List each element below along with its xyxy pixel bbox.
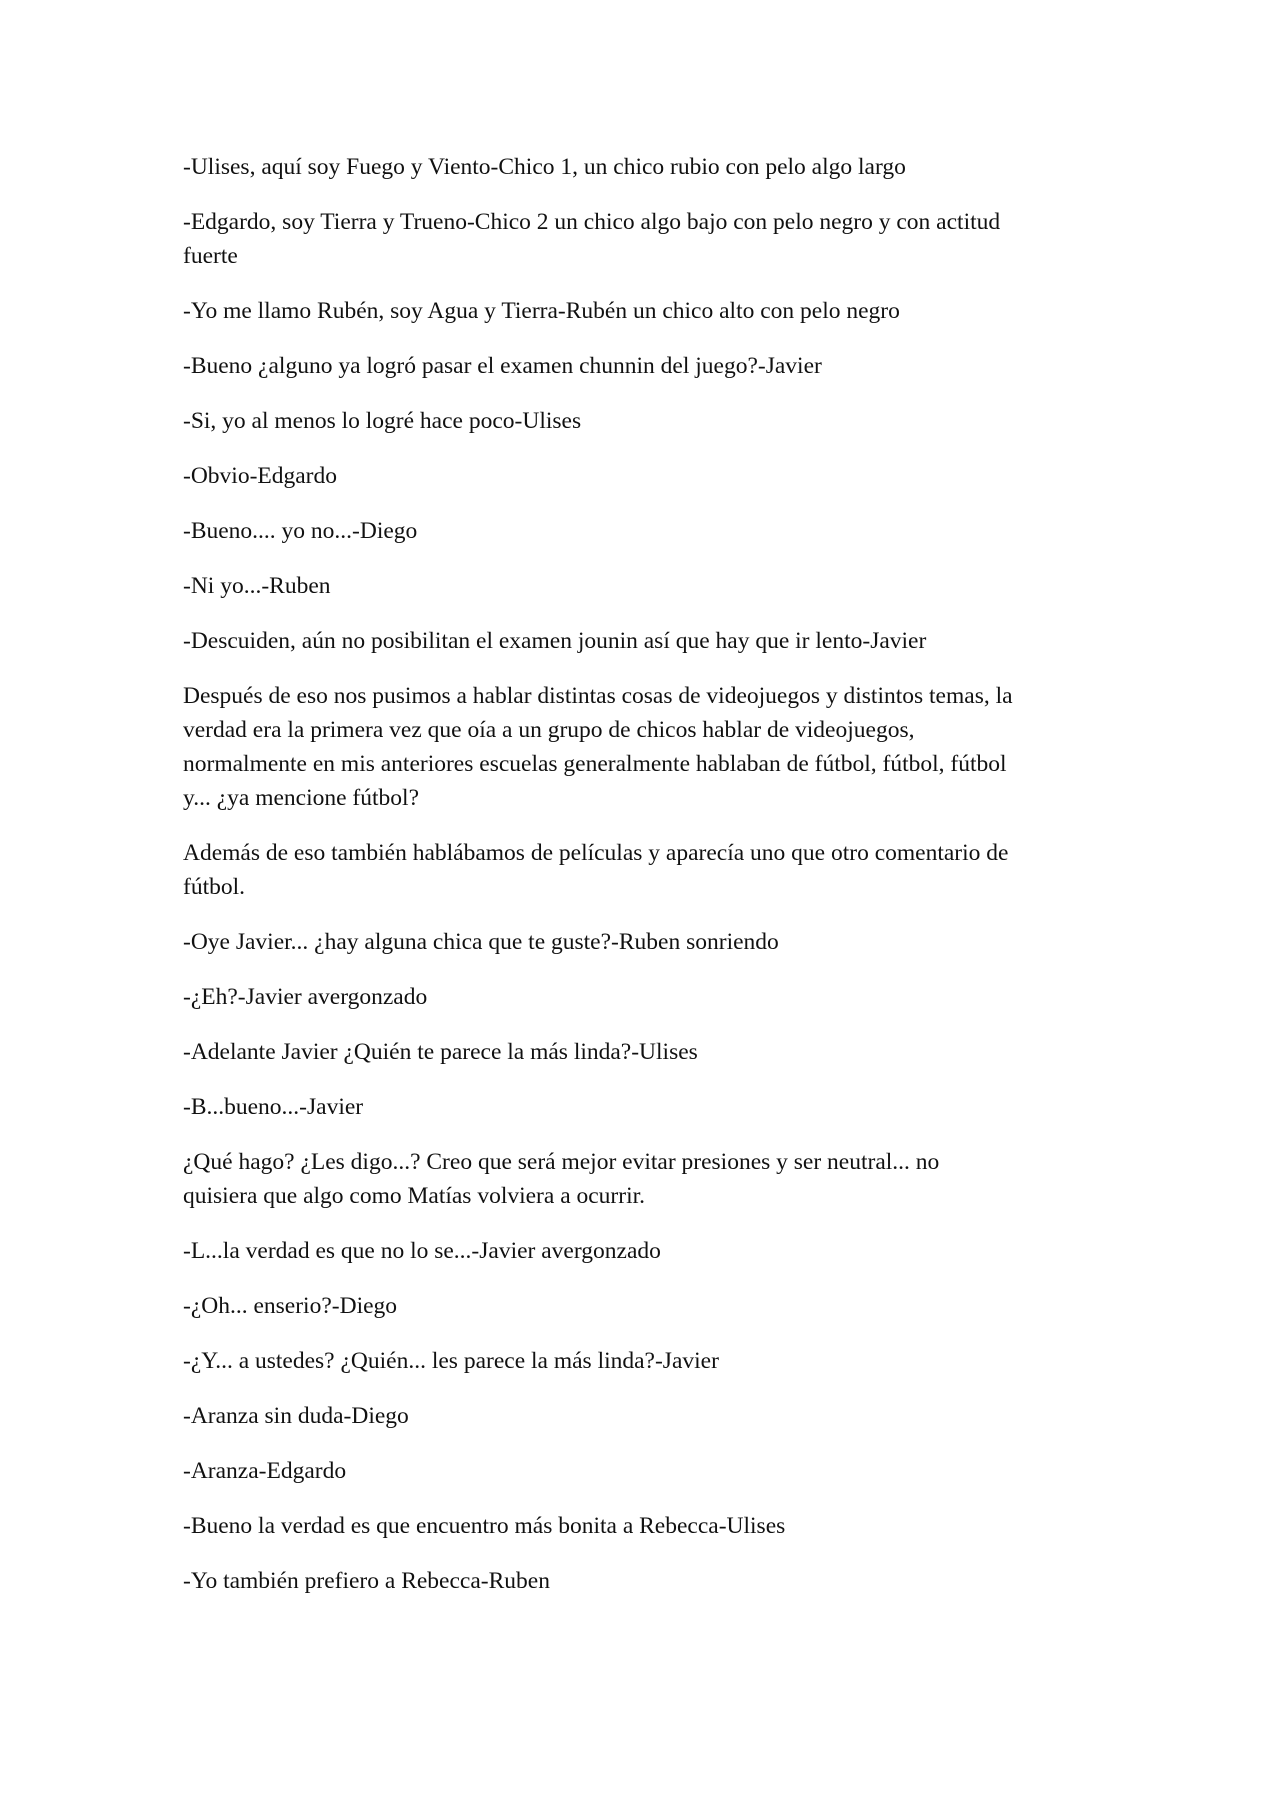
text-line: -Oye Javier... ¿hay alguna chica que te guste?-Ruben sonriendo (183, 929, 779, 955)
paragraph (183, 1289, 1103, 1323)
paragraph (183, 205, 1103, 273)
paragraph (183, 1234, 1103, 1268)
text-line: -Ni yo...-Ruben (183, 573, 331, 599)
document-page (183, 150, 1103, 1619)
text-line: -¿Oh... enserio?-Diego (183, 1293, 398, 1319)
text-line: -Adelante Javier ¿Quién te parece la más linda?-Ulises (183, 1039, 698, 1065)
text-line: -B...bueno...-Javier (183, 1094, 364, 1120)
paragraph (183, 1145, 1103, 1213)
text-line: -¿Eh?-Javier avergonzado (183, 984, 428, 1010)
text-line: -Edgardo, soy Tierra y Trueno-Chico 2 un chico algo bajo con pelo negro y con actitud (183, 209, 1001, 235)
paragraph (183, 1344, 1103, 1378)
text-line: Después de eso nos pusimos a hablar distintas cosas de videojuegos y distintos temas, la (183, 683, 1013, 709)
paragraph (183, 514, 1103, 548)
text-line: -Yo también prefiero a Rebecca-Ruben (183, 1568, 550, 1594)
paragraph (183, 1035, 1103, 1069)
text-line: -Aranza sin duda-Diego (183, 1403, 409, 1429)
paragraph (183, 1090, 1103, 1124)
text-line: -Aranza-Edgardo (183, 1458, 347, 1484)
text-line: ¿Qué hago? ¿Les digo...? Creo que será mejor evitar presiones y ser neutral... no (183, 1149, 940, 1175)
paragraph (183, 980, 1103, 1014)
paragraph (183, 679, 1103, 815)
paragraph (183, 294, 1103, 328)
paragraph (183, 624, 1103, 658)
text-line: -Ulises, aquí soy Fuego y Viento-Chico 1, un chico rubio con pelo algo largo (183, 154, 906, 180)
text-line: -Descuiden, aún no posibilitan el examen jounin así que hay que ir lento-Javier (183, 628, 927, 654)
text-line: y... ¿ya mencione fútbol? (183, 785, 419, 811)
text-line: fútbol. (183, 874, 246, 900)
paragraph (183, 459, 1103, 493)
text-line: -Bueno.... yo no...-Diego (183, 518, 418, 544)
text-line: verdad era la primera vez que oía a un grupo de chicos hablar de videojuegos, (183, 717, 915, 743)
paragraph (183, 925, 1103, 959)
paragraph (183, 1564, 1103, 1598)
text-line: -Yo me llamo Rubén, soy Agua y Tierra-Rubén un chico alto con pelo negro (183, 298, 900, 324)
text-line: -Obvio-Edgardo (183, 463, 338, 489)
text-line: normalmente en mis anteriores escuelas generalmente hablaban de fútbol, fútbol, fútbol (183, 751, 1007, 777)
text-line: Además de eso también hablábamos de películas y aparecía uno que otro comentario de (183, 840, 1009, 866)
text-line: -L...la verdad es que no lo se...-Javier avergonzado (183, 1238, 661, 1264)
text-line: -Bueno la verdad es que encuentro más bonita a Rebecca-Ulises (183, 1513, 786, 1539)
paragraph (183, 1399, 1103, 1433)
text-line: -Si, yo al menos lo logré hace poco-Ulises (183, 408, 582, 434)
paragraph (183, 349, 1103, 383)
text-line: fuerte (183, 243, 238, 269)
paragraph (183, 404, 1103, 438)
paragraph (183, 1454, 1103, 1488)
text-line: quisiera que algo como Matías volviera a ocurrir. (183, 1183, 646, 1209)
paragraph (183, 836, 1103, 904)
paragraph (183, 1509, 1103, 1543)
paragraph (183, 569, 1103, 603)
paragraph (183, 150, 1103, 184)
text-line: -Bueno ¿alguno ya logró pasar el examen chunnin del juego?-Javier (183, 353, 822, 379)
text-line: -¿Y... a ustedes? ¿Quién... les parece la más linda?-Javier (183, 1348, 719, 1374)
